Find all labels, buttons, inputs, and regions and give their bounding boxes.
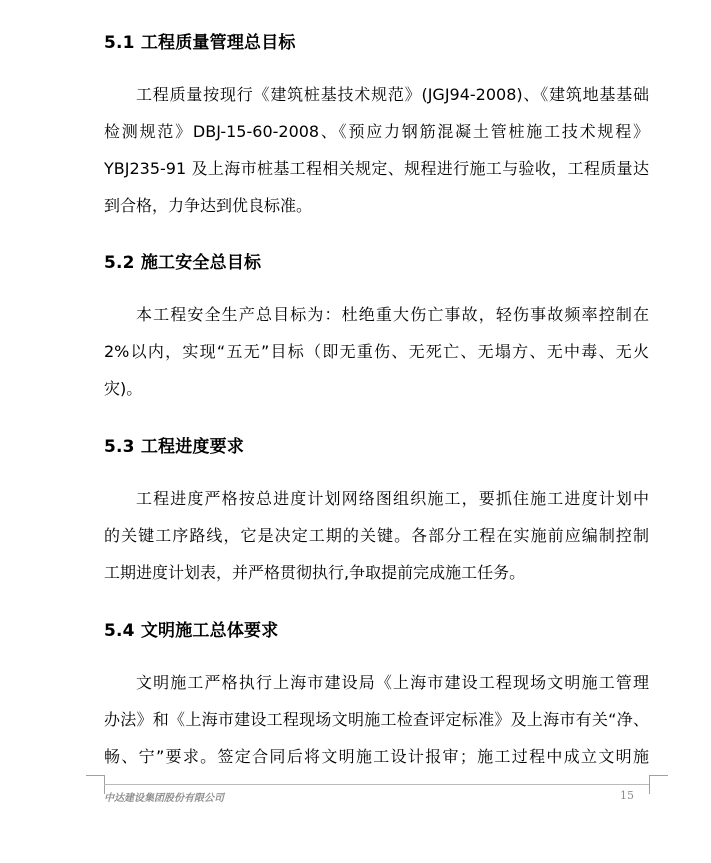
paragraph-line: 检测规范》DBJ-15-60-2008、《预应力钢筋混凝土管桩施工技术规程》 xyxy=(104,122,649,141)
crop-mark-left xyxy=(86,775,105,794)
section-heading-5-1: 5.1 工程质量管理总目标 xyxy=(104,33,296,53)
paragraph-line: 办法》和《上海市建设工程现场文明施工检查评定标准》及上海市有关“净、 xyxy=(104,710,649,729)
footer-company-name: 中达建设集团股份有限公司 xyxy=(104,793,224,804)
paragraph-line: 2%以内，实现“五无”目标（即无重伤、无死亡、无塌方、无中毒、无火 xyxy=(104,342,649,361)
footer-divider xyxy=(104,784,649,785)
paragraph-line: 灾)。 xyxy=(104,379,143,398)
paragraph-line: 畅、宁”要求。签定合同后将文明施工设计报审；施工过程中成立文明施 xyxy=(104,747,649,766)
paragraph-line: 工程进度严格按总进度计划网络图组织施工，要抓住施工进度计划中 xyxy=(136,489,649,508)
paragraph-line: 工期进度计划表，并严格贯彻执行,争取提前完成施工任务。 xyxy=(104,563,526,582)
section-heading-5-4: 5.4 文明施工总体要求 xyxy=(104,621,279,641)
page-number: 15 xyxy=(620,789,634,802)
paragraph-line: YBJ235-91 及上海市桩基工程相关规定、规程进行施工与验收，工程质量达 xyxy=(104,159,649,178)
section-heading-5-3: 5.3 工程进度要求 xyxy=(104,437,245,457)
paragraph-line: 工程质量按现行《建筑桩基技术规范》(JGJ94-2008)、《建筑地基基础 xyxy=(136,85,649,104)
paragraph-line: 文明施工严格执行上海市建设局《上海市建设工程现场文明施工管理 xyxy=(136,673,649,692)
section-heading-5-2: 5.2 施工安全总目标 xyxy=(104,253,262,273)
paragraph-line: 本工程安全生产总目标为：杜绝重大伤亡事故，轻伤事故频率控制在 xyxy=(136,305,649,324)
paragraph-line: 到合格，力争达到优良标准。 xyxy=(104,196,313,215)
crop-mark-right xyxy=(649,775,668,794)
paragraph-line: 的关键工序路线，它是决定工期的关键。各部分工程在实施前应编制控制 xyxy=(104,526,649,545)
